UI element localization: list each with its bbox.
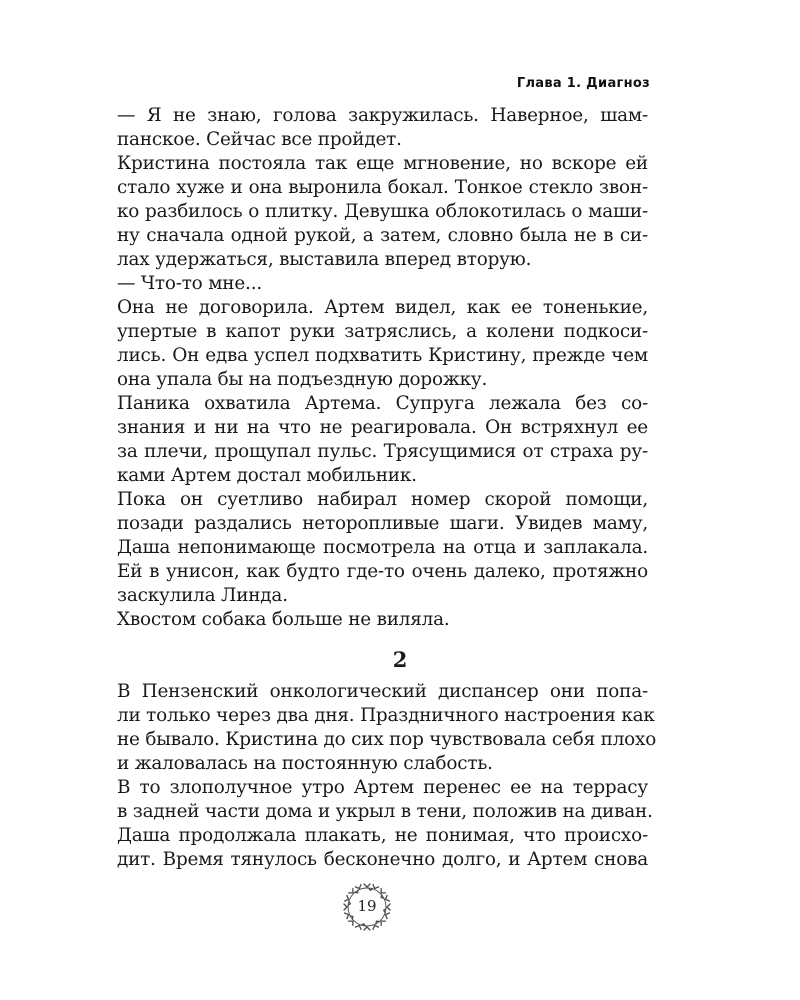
text-line: Паника охватила Артема. Супруга лежала без со-: [117, 393, 648, 414]
text-line: Кристина постояла так еще мгновение, но вскоре ей: [117, 153, 648, 174]
chapter-number: 2: [392, 647, 408, 672]
page-number-badge: [341, 881, 393, 933]
text-line: лах удержаться, выставила вперед вторую.: [117, 249, 532, 270]
text-line: ли только через два дня. Праздничного настроения как: [117, 705, 655, 726]
text-line: и жаловалась на постоянную слабость.: [117, 753, 493, 774]
text-line: заскулила Линда.: [117, 585, 288, 606]
text-line: — Что-то мне...: [117, 273, 262, 294]
text-line: — Я не знаю, голова закружилась. Наверное, шам-: [117, 105, 648, 126]
running-head: Глава 1. Диагноз: [516, 76, 650, 91]
text-line: Даша продолжала плакать, не понимая, что происхо-: [117, 825, 648, 846]
text-line: В Пензенский онкологический диспансер они попа-: [117, 681, 648, 702]
text-line: за плечи, прощупал пульс. Трясущимися от страха ру-: [117, 441, 648, 462]
text-line: упертые в капот руки затряслись, а колени подкоси-: [117, 321, 648, 342]
text-line: в задней части дома и укрыл в тени, положив на диван.: [117, 801, 653, 822]
text-line: ко разбилось о плитку. Девушка облокотилась о маши-: [117, 201, 648, 222]
text-line: Ей в унисон, как будто где-то очень далеко, протяжно: [117, 561, 648, 582]
text-line: не бывало. Кристина до сих пор чувствовала себя плохо: [117, 729, 657, 750]
text-line: Даша непонимающе посмотрела на отца и заплакала.: [117, 537, 648, 558]
text-line: лись. Он едва успел подхватить Кристину, прежде чем: [117, 345, 648, 366]
text-line: она упала бы на подъездную дорожку.: [117, 369, 488, 390]
text-line: панское. Сейчас все пройдет.: [117, 129, 402, 150]
text-line: Хвостом собака больше не виляла.: [117, 609, 450, 630]
text-line: Пока он суетливо набирал номер скорой помощи,: [117, 489, 648, 510]
text-line: ну сначала одной рукой, а затем, словно была не в си-: [117, 225, 648, 246]
text-line: знания и ни на что не реагировала. Он встряхнул ее: [117, 417, 648, 438]
text-line: дит. Время тянулось бесконечно долго, и Артем снова: [117, 849, 648, 870]
section-two-text: [117, 680, 657, 872]
text-line: В то злополучное утро Артем перенес ее на террасу: [117, 777, 648, 798]
text-line: Она не договорила. Артем видел, как ее тоненькие,: [117, 297, 648, 318]
section-one-text: [117, 104, 648, 632]
text-line: ками Артем достал мобильник.: [117, 465, 417, 486]
page-number: 19: [357, 897, 377, 915]
text-line: стало хуже и она выронила бокал. Тонкое стекло звон-: [117, 177, 648, 198]
text-line: позади раздались неторопливые шаги. Увидев маму,: [117, 513, 648, 534]
